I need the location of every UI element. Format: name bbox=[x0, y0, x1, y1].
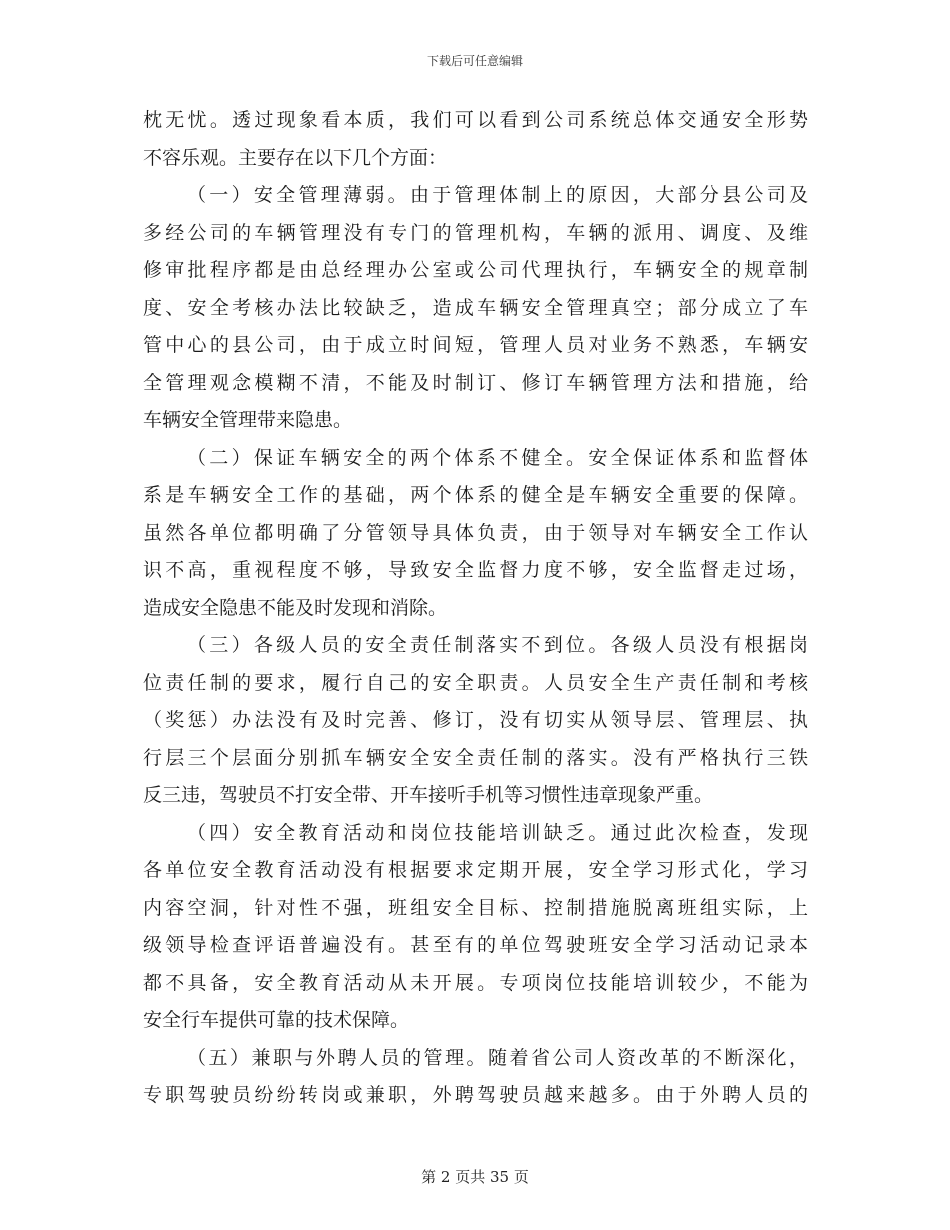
text-line: 各单位安全教育活动没有根据要求定期开展，安全学习形式化，学习 bbox=[143, 859, 808, 881]
text-line: 系是车辆安全工作的基础，两个体系的健全是车辆安全重要的保障。 bbox=[143, 484, 808, 506]
text-line: 内容空洞，针对性不强，班组安全目标、控制措施脱离班组实际，上 bbox=[143, 896, 808, 919]
text-line: 都不具备，安全教育活动从未开展。专项岗位技能培训较少，不能为 bbox=[143, 971, 808, 994]
page-header: 下载后可任意编辑 bbox=[426, 54, 523, 68]
text-line: 全管理观念模糊不清，不能及时制订、修订车辆管理方法和措施，给 bbox=[143, 371, 808, 394]
page-footer: 第 2 页共 35 页 bbox=[421, 1168, 529, 1186]
text-line: 管中心的县公司，由于成立时间短，管理人员对业务不熟悉，车辆安 bbox=[143, 334, 808, 356]
text-line: 行层三个层面分别抓车辆安全安全责任制的落实。没有严格执行三铁 bbox=[143, 746, 808, 769]
text-line: （二）保证车辆安全的两个体系不健全。安全保证体系和监督体 bbox=[187, 446, 808, 469]
text-line: 多经公司的车辆管理没有专门的管理机构，车辆的派用、调度、及维 bbox=[143, 221, 808, 244]
text-line: （五）兼职与外聘人员的管理。随着省公司人资改革的不断深化， bbox=[187, 1046, 808, 1069]
text-line: 识不高，重视程度不够，导致安全监督力度不够，安全监督走过场， bbox=[143, 559, 808, 581]
text-line: （三）各级人员的安全责任制落实不到位。各级人员没有根据岗 bbox=[187, 634, 808, 656]
text-line: 专职驾驶员纷纷转岗或兼职，外聘驾驶员越来越多。由于外聘人员的 bbox=[143, 1084, 808, 1106]
text-line: 枕无忧。透过现象看本质，我们可以看到公司系统总体交通安全形势 bbox=[143, 109, 808, 131]
text-line: 造成安全隐患不能及时发现和消除。 bbox=[143, 596, 448, 619]
text-line: 安全行车提供可靠的技术保障。 bbox=[143, 1009, 410, 1031]
text-line: （奖惩）办法没有及时完善、修订，没有切实从领导层、管理层、执 bbox=[143, 709, 808, 731]
text-line: （四）安全教育活动和岗位技能培训缺乏。通过此次检查，发现 bbox=[187, 821, 808, 844]
text-line: （一）安全管理薄弱。由于管理体制上的原因，大部分县公司及 bbox=[187, 184, 808, 206]
text-line: 虽然各单位都明确了分管领导具体负责，由于领导对车辆安全工作认 bbox=[143, 521, 808, 544]
text-line: 修审批程序都是由总经理办公室或公司代理执行，车辆安全的规章制 bbox=[143, 259, 808, 281]
text-line: 度、安全考核办法比较缺乏，造成车辆安全管理真空；部分成立了车 bbox=[143, 296, 808, 319]
document-body bbox=[143, 102, 808, 1115]
text-line: 反三违，驾驶员不打安全带、开车接听手机等习惯性违章现象严重。 bbox=[143, 784, 714, 806]
text-line: 车辆安全管理带来隐患。 bbox=[143, 409, 353, 431]
text-line: 不容乐观。主要存在以下几个方面： bbox=[143, 146, 448, 169]
text-line: 位责任制的要求，履行自己的安全职责。人员安全生产责任制和考核 bbox=[143, 671, 808, 694]
text-line: 级领导检查评语普遍没有。甚至有的单位驾驶班安全学习活动记录本 bbox=[143, 934, 808, 956]
